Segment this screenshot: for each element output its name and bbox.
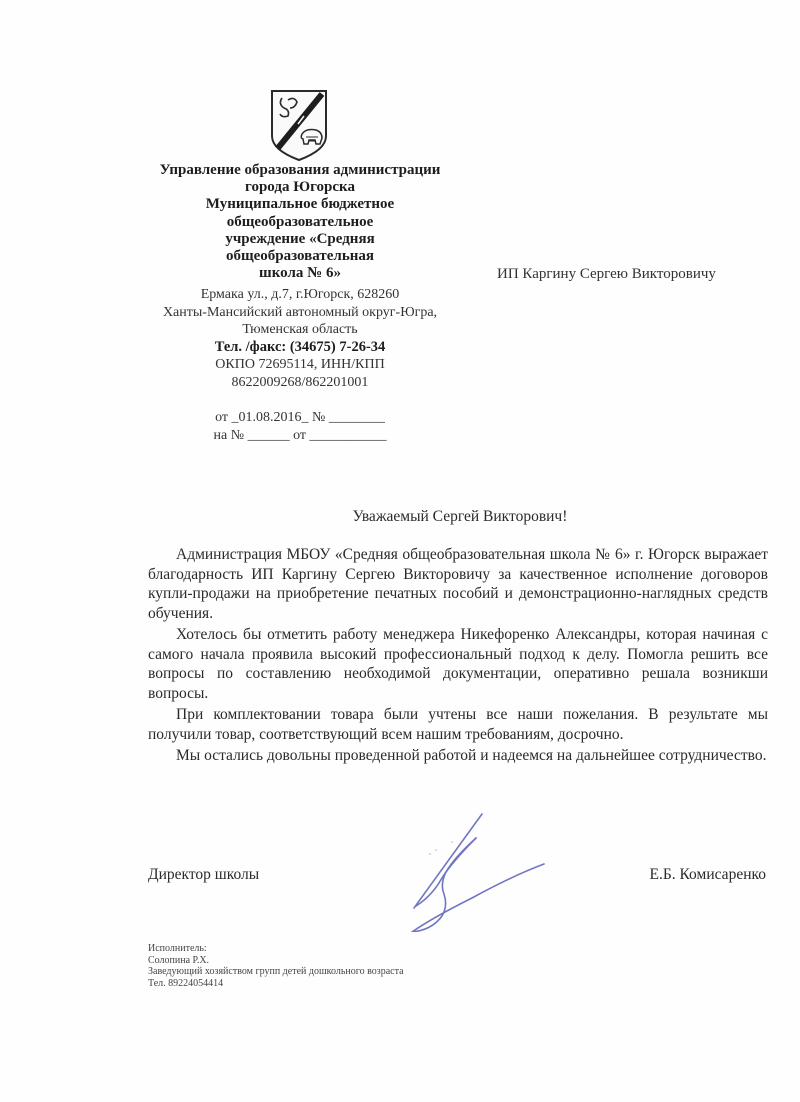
org-name-line: школа № 6» <box>259 265 341 282</box>
executor-name: Солопина Р.Х. <box>148 954 210 966</box>
address-line: Ермака ул., д.7, г.Югорск, 628260 <box>200 287 400 303</box>
outgoing-ref-line: от _01.08.2016_ № ________ <box>215 410 385 426</box>
signatory-title: Директор школы <box>148 866 260 883</box>
letter-body <box>148 545 768 768</box>
body-paragraph: Мы остались довольны проведенной работой и надеемся на дальнейшее сотрудничество. <box>176 747 767 764</box>
incoming-ref-line: на № ______ от ___________ <box>213 427 387 443</box>
org-name-line: общеобразовательная <box>225 248 375 265</box>
body-paragraph: Администрация МБОУ «Средняя общеобразовательная школа № 6» г. Югорск выражает благодарность ИП Каргину Сергею Викторовичу за качественное исполнение договоров купли-продажи на приобретение печатных пособий и демонстрационно-наглядных средств обучения. <box>148 546 768 622</box>
org-name-line: города Югорска <box>245 179 355 196</box>
org-name-line: Управление образования администрации <box>159 162 441 178</box>
registry-codes-line: ОКПО 72695114, ИНН/КПП <box>215 357 385 373</box>
body-paragraph: Хотелось бы отметить работу менеджера Никефоренко Александры, которая начиная с самого начала проявила высокий профессиональный подход к делу. Помогла решить все вопросы по составлению необходимой документации, оперативно решала возникши вопросы. <box>148 626 768 702</box>
org-name-line: Муниципальное бюджетное <box>205 196 395 213</box>
body-paragraph: При комплектовании товара были учтены все наши пожелания. В результате мы получили товар, соответствующий всем нашим требованиям, досрочно. <box>148 706 768 743</box>
registry-codes-line: 8622009268/862201001 <box>231 374 369 390</box>
org-name-line: общеобразовательное <box>226 213 374 230</box>
handwritten-signature-icon <box>392 810 552 932</box>
executor-position: Заведующий хозяйством групп детей дошкольного возраста <box>148 966 404 977</box>
signatory-name: Е.Б. Комисаренко <box>649 866 766 883</box>
letterhead <box>130 162 470 444</box>
phone-fax: Тел. /факс: (34675) 7-26-34 <box>214 338 386 355</box>
addressee: ИП Каргину Сергею Викторовичу <box>497 266 716 282</box>
salutation: Уважаемый Сергей Викторович! <box>352 508 568 525</box>
org-name-line: учреждение «Средняя <box>225 230 375 247</box>
address-line: Тюменская область <box>242 322 358 338</box>
executor-phone: Тел. 89224054414 <box>148 977 224 989</box>
yugorsk-coat-of-arms-icon <box>268 88 330 162</box>
reference-block <box>130 409 470 444</box>
address-line: Ханты-Мансийский автономный округ-Югра, <box>162 304 438 320</box>
executor-label: Исполнитель: <box>148 943 207 954</box>
executor-note <box>148 943 404 989</box>
